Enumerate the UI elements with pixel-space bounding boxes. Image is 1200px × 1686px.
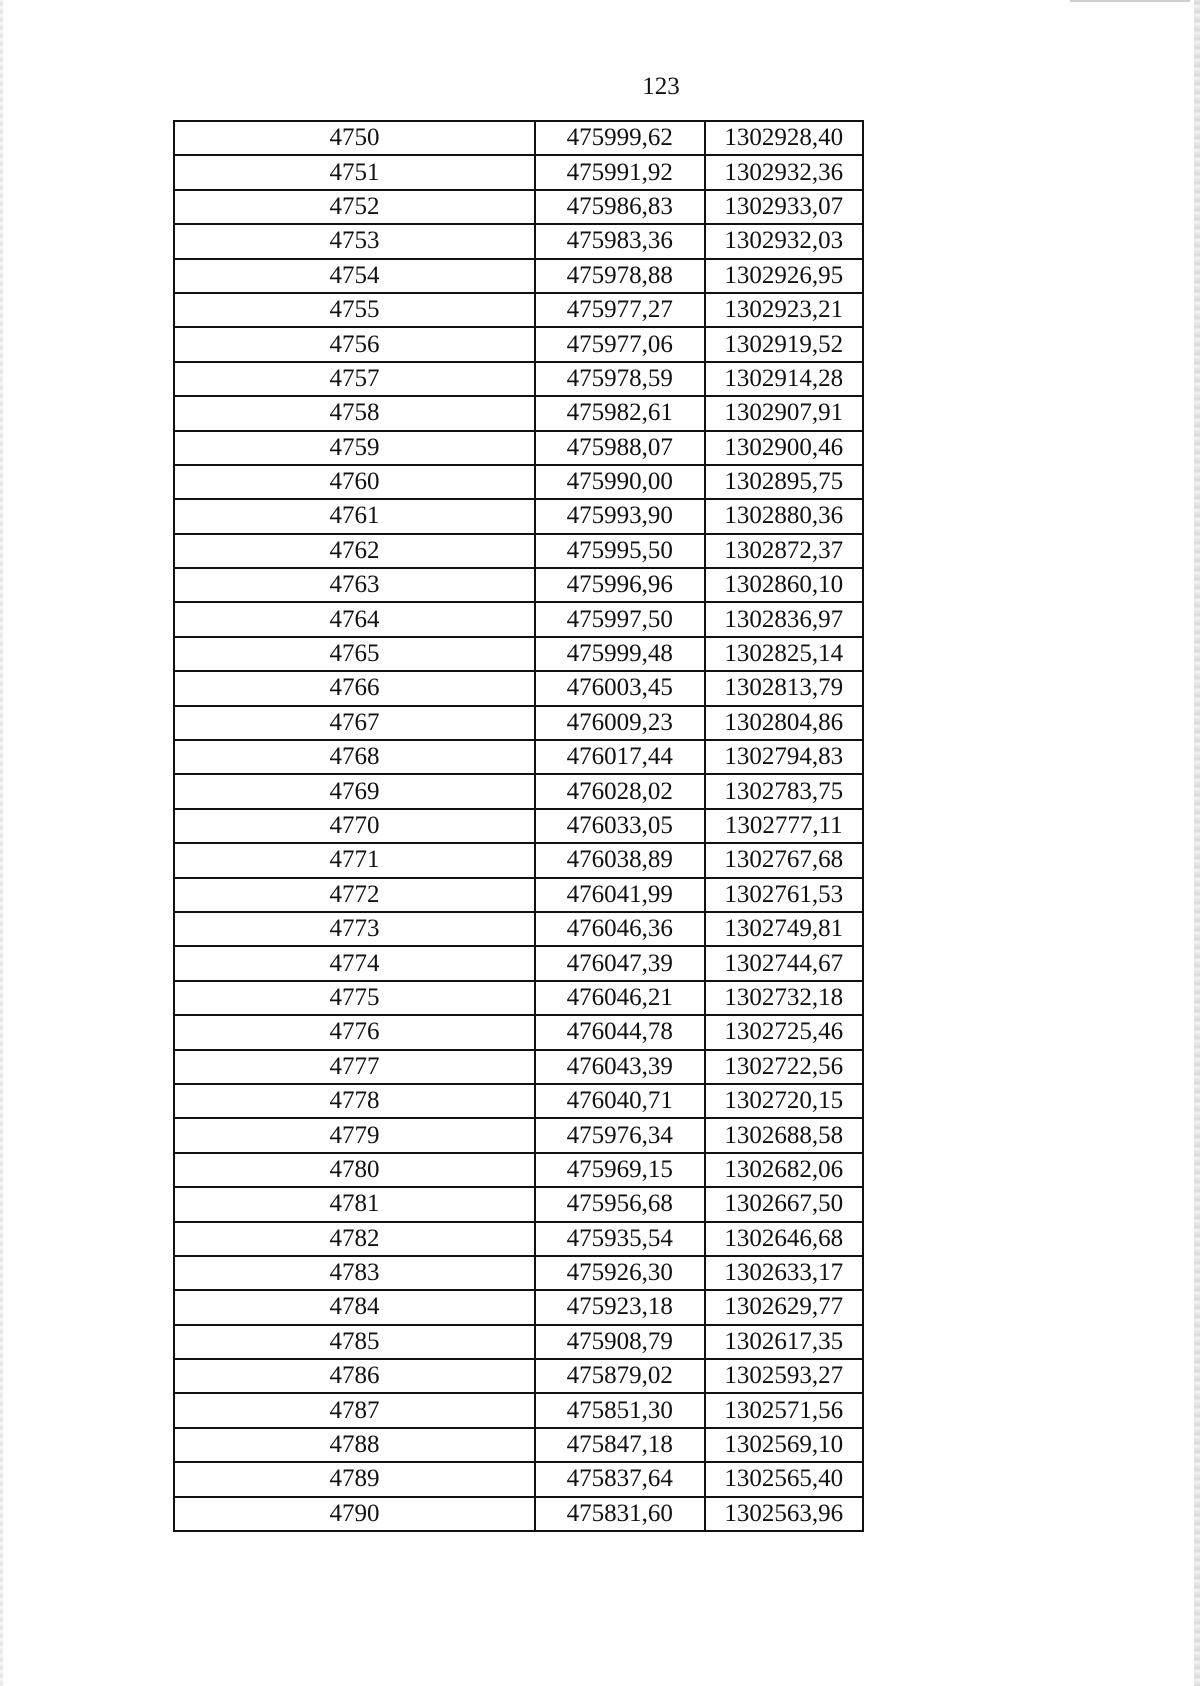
y-coordinate-cell: 1302813,79 (705, 671, 863, 705)
x-coordinate-cell: 475923,18 (535, 1290, 704, 1324)
table-row (174, 1497, 863, 1531)
y-coordinate-cell: 1302565,40 (705, 1462, 863, 1496)
table-row (174, 946, 863, 980)
y-coordinate-cell: 1302682,06 (705, 1153, 863, 1187)
x-coordinate-cell: 475996,96 (535, 568, 704, 602)
table-row (174, 155, 863, 189)
table-row (174, 259, 863, 293)
x-coordinate-cell: 475997,50 (535, 602, 704, 636)
coordinate-table-body (174, 121, 863, 1531)
y-coordinate-cell: 1302914,28 (705, 362, 863, 396)
scan-edge-left (0, 0, 3, 1686)
point-number-cell: 4755 (174, 293, 535, 327)
y-coordinate-cell: 1302928,40 (705, 121, 863, 155)
y-coordinate-cell: 1302804,86 (705, 706, 863, 740)
x-coordinate-cell: 476041,99 (535, 878, 704, 912)
point-number-cell: 4773 (174, 912, 535, 946)
point-number-cell: 4790 (174, 1497, 535, 1531)
point-number-cell: 4778 (174, 1084, 535, 1118)
point-number-cell: 4783 (174, 1256, 535, 1290)
table-row (174, 1393, 863, 1427)
point-number-cell: 4764 (174, 602, 535, 636)
table-row (174, 1153, 863, 1187)
y-coordinate-cell: 1302629,77 (705, 1290, 863, 1324)
x-coordinate-cell: 476003,45 (535, 671, 704, 705)
x-coordinate-cell: 476033,05 (535, 809, 704, 843)
y-coordinate-cell: 1302593,27 (705, 1359, 863, 1393)
table-row (174, 1462, 863, 1496)
x-coordinate-cell: 476017,44 (535, 740, 704, 774)
table-row (174, 224, 863, 258)
y-coordinate-cell: 1302872,37 (705, 534, 863, 568)
table-row (174, 121, 863, 155)
x-coordinate-cell: 476028,02 (535, 774, 704, 808)
table-row (174, 1428, 863, 1462)
x-coordinate-cell: 475995,50 (535, 534, 704, 568)
table-row (174, 740, 863, 774)
x-coordinate-cell: 476046,21 (535, 981, 704, 1015)
point-number-cell: 4770 (174, 809, 535, 843)
table-row (174, 1118, 863, 1152)
coordinate-table (173, 120, 864, 1532)
x-coordinate-cell: 475976,34 (535, 1118, 704, 1152)
point-number-cell: 4750 (174, 121, 535, 155)
point-number-cell: 4788 (174, 1428, 535, 1462)
x-coordinate-cell: 475908,79 (535, 1325, 704, 1359)
y-coordinate-cell: 1302880,36 (705, 499, 863, 533)
y-coordinate-cell: 1302794,83 (705, 740, 863, 774)
point-number-cell: 4756 (174, 327, 535, 361)
point-number-cell: 4774 (174, 946, 535, 980)
y-coordinate-cell: 1302633,17 (705, 1256, 863, 1290)
y-coordinate-cell: 1302777,11 (705, 809, 863, 843)
table-row (174, 912, 863, 946)
y-coordinate-cell: 1302563,96 (705, 1497, 863, 1531)
x-coordinate-cell: 475977,27 (535, 293, 704, 327)
y-coordinate-cell: 1302744,67 (705, 946, 863, 980)
y-coordinate-cell: 1302926,95 (705, 259, 863, 293)
y-coordinate-cell: 1302725,46 (705, 1015, 863, 1049)
point-number-cell: 4786 (174, 1359, 535, 1393)
table-row (174, 534, 863, 568)
y-coordinate-cell: 1302923,21 (705, 293, 863, 327)
point-number-cell: 4753 (174, 224, 535, 258)
table-row (174, 1325, 863, 1359)
point-number-cell: 4752 (174, 190, 535, 224)
point-number-cell: 4772 (174, 878, 535, 912)
x-coordinate-cell: 475983,36 (535, 224, 704, 258)
y-coordinate-cell: 1302617,35 (705, 1325, 863, 1359)
point-number-cell: 4754 (174, 259, 535, 293)
table-row (174, 602, 863, 636)
table-row (174, 1222, 863, 1256)
y-coordinate-cell: 1302761,53 (705, 878, 863, 912)
y-coordinate-cell: 1302720,15 (705, 1084, 863, 1118)
x-coordinate-cell: 475978,59 (535, 362, 704, 396)
x-coordinate-cell: 475837,64 (535, 1462, 704, 1496)
y-coordinate-cell: 1302667,50 (705, 1187, 863, 1221)
x-coordinate-cell: 476046,36 (535, 912, 704, 946)
point-number-cell: 4768 (174, 740, 535, 774)
table-row (174, 190, 863, 224)
point-number-cell: 4782 (174, 1222, 535, 1256)
table-row (174, 1290, 863, 1324)
table-row (174, 1015, 863, 1049)
point-number-cell: 4767 (174, 706, 535, 740)
table-row (174, 396, 863, 430)
x-coordinate-cell: 475991,92 (535, 155, 704, 189)
point-number-cell: 4765 (174, 637, 535, 671)
table-row (174, 431, 863, 465)
point-number-cell: 4762 (174, 534, 535, 568)
y-coordinate-cell: 1302646,68 (705, 1222, 863, 1256)
point-number-cell: 4779 (174, 1118, 535, 1152)
point-number-cell: 4758 (174, 396, 535, 430)
x-coordinate-cell: 475956,68 (535, 1187, 704, 1221)
point-number-cell: 4781 (174, 1187, 535, 1221)
point-number-cell: 4751 (174, 155, 535, 189)
y-coordinate-cell: 1302900,46 (705, 431, 863, 465)
point-number-cell: 4775 (174, 981, 535, 1015)
table-row (174, 981, 863, 1015)
x-coordinate-cell: 475990,00 (535, 465, 704, 499)
y-coordinate-cell: 1302783,75 (705, 774, 863, 808)
point-number-cell: 4780 (174, 1153, 535, 1187)
y-coordinate-cell: 1302933,07 (705, 190, 863, 224)
point-number-cell: 4760 (174, 465, 535, 499)
table-row (174, 809, 863, 843)
x-coordinate-cell: 476043,39 (535, 1050, 704, 1084)
point-number-cell: 4785 (174, 1325, 535, 1359)
point-number-cell: 4776 (174, 1015, 535, 1049)
scan-edge-top (1070, 0, 1190, 2)
table-row (174, 637, 863, 671)
x-coordinate-cell: 475879,02 (535, 1359, 704, 1393)
y-coordinate-cell: 1302688,58 (705, 1118, 863, 1152)
table-row (174, 293, 863, 327)
table-row (174, 362, 863, 396)
table-row (174, 706, 863, 740)
point-number-cell: 4759 (174, 431, 535, 465)
point-number-cell: 4769 (174, 774, 535, 808)
table-row (174, 1256, 863, 1290)
table-row (174, 1359, 863, 1393)
point-number-cell: 4784 (174, 1290, 535, 1324)
x-coordinate-cell: 475999,48 (535, 637, 704, 671)
point-number-cell: 4763 (174, 568, 535, 602)
point-number-cell: 4787 (174, 1393, 535, 1427)
x-coordinate-cell: 475847,18 (535, 1428, 704, 1462)
table-row (174, 671, 863, 705)
y-coordinate-cell: 1302722,56 (705, 1050, 863, 1084)
point-number-cell: 4757 (174, 362, 535, 396)
point-number-cell: 4766 (174, 671, 535, 705)
y-coordinate-cell: 1302932,36 (705, 155, 863, 189)
x-coordinate-cell: 475926,30 (535, 1256, 704, 1290)
point-number-cell: 4761 (174, 499, 535, 533)
x-coordinate-cell: 475993,90 (535, 499, 704, 533)
table-row (174, 1187, 863, 1221)
scan-edge-right (1194, 0, 1200, 1686)
page-number: 123 (642, 73, 680, 100)
y-coordinate-cell: 1302732,18 (705, 981, 863, 1015)
x-coordinate-cell: 475935,54 (535, 1222, 704, 1256)
table-row (174, 499, 863, 533)
x-coordinate-cell: 475978,88 (535, 259, 704, 293)
x-coordinate-cell: 476009,23 (535, 706, 704, 740)
x-coordinate-cell: 475977,06 (535, 327, 704, 361)
y-coordinate-cell: 1302749,81 (705, 912, 863, 946)
y-coordinate-cell: 1302907,91 (705, 396, 863, 430)
x-coordinate-cell: 475999,62 (535, 121, 704, 155)
table-row (174, 1084, 863, 1118)
point-number-cell: 4789 (174, 1462, 535, 1496)
x-coordinate-cell: 475969,15 (535, 1153, 704, 1187)
y-coordinate-cell: 1302825,14 (705, 637, 863, 671)
y-coordinate-cell: 1302571,56 (705, 1393, 863, 1427)
table-row (174, 568, 863, 602)
y-coordinate-cell: 1302860,10 (705, 568, 863, 602)
point-number-cell: 4771 (174, 843, 535, 877)
x-coordinate-cell: 475986,83 (535, 190, 704, 224)
x-coordinate-cell: 476040,71 (535, 1084, 704, 1118)
y-coordinate-cell: 1302919,52 (705, 327, 863, 361)
table-row (174, 878, 863, 912)
x-coordinate-cell: 475982,61 (535, 396, 704, 430)
x-coordinate-cell: 476047,39 (535, 946, 704, 980)
y-coordinate-cell: 1302767,68 (705, 843, 863, 877)
table-row (174, 774, 863, 808)
point-number-cell: 4777 (174, 1050, 535, 1084)
x-coordinate-cell: 475831,60 (535, 1497, 704, 1531)
table-row (174, 465, 863, 499)
y-coordinate-cell: 1302895,75 (705, 465, 863, 499)
table-row (174, 843, 863, 877)
table-row (174, 1050, 863, 1084)
x-coordinate-cell: 476044,78 (535, 1015, 704, 1049)
y-coordinate-cell: 1302932,03 (705, 224, 863, 258)
y-coordinate-cell: 1302836,97 (705, 602, 863, 636)
y-coordinate-cell: 1302569,10 (705, 1428, 863, 1462)
x-coordinate-cell: 475851,30 (535, 1393, 704, 1427)
x-coordinate-cell: 475988,07 (535, 431, 704, 465)
table-row (174, 327, 863, 361)
x-coordinate-cell: 476038,89 (535, 843, 704, 877)
